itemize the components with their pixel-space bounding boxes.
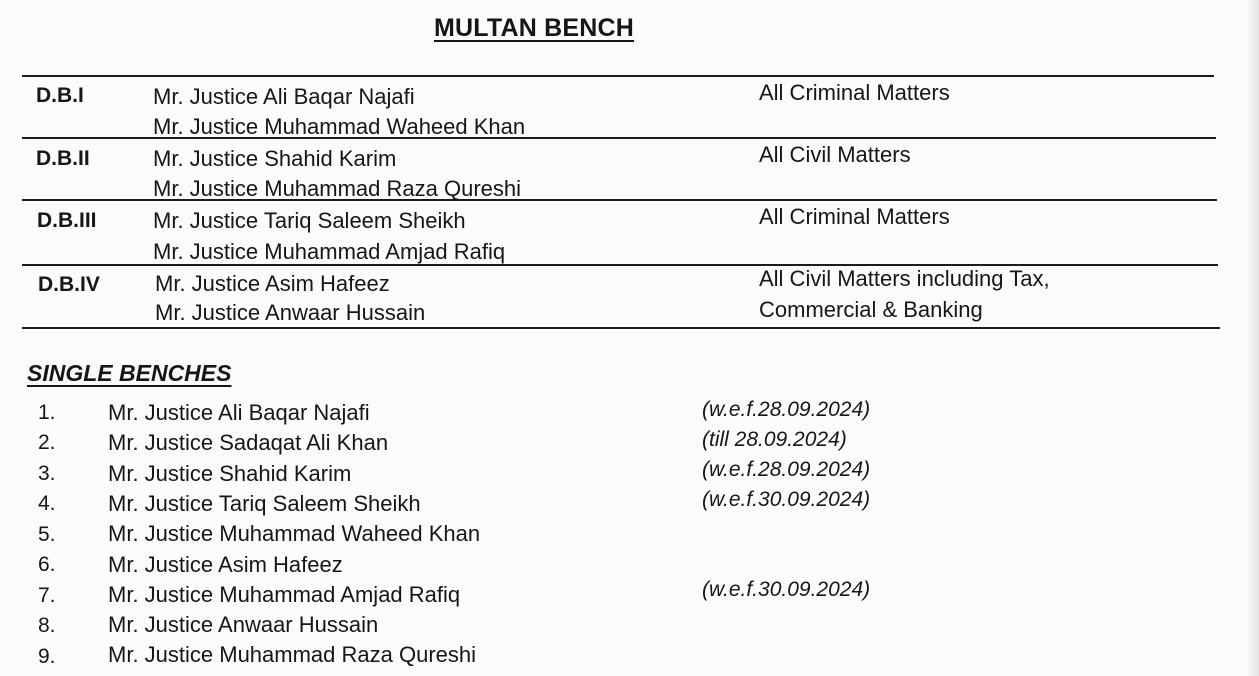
list-item-number: 1. bbox=[38, 401, 56, 424]
bench-code: D.B.III bbox=[37, 209, 97, 232]
bench-judge: Mr. Justice Shahid Karim bbox=[153, 146, 397, 171]
page-title: MULTAN BENCH bbox=[434, 14, 635, 42]
bench-code: D.B.II bbox=[36, 147, 90, 170]
table-rule bbox=[22, 327, 1220, 329]
bench-judge: Mr. Justice Muhammad Raza Qureshi bbox=[153, 176, 522, 201]
bench-matters: All Criminal Matters bbox=[759, 80, 950, 105]
list-item-number: 8. bbox=[38, 614, 56, 637]
list-item-number: 2. bbox=[38, 431, 56, 454]
list-item-name: Mr. Justice Anwaar Hussain bbox=[108, 612, 379, 637]
bench-code: D.B.I bbox=[36, 84, 84, 107]
list-item-number: 5. bbox=[38, 523, 56, 546]
page-edge-shadow bbox=[1247, 0, 1259, 676]
bench-matters: All Civil Matters bbox=[759, 142, 911, 167]
bench-judge: Mr. Justice Asim Hafeez bbox=[155, 271, 390, 296]
list-item-note: (w.e.f.28.09.2024) bbox=[702, 398, 871, 421]
list-item-name: Mr. Justice Asim Hafeez bbox=[108, 552, 343, 577]
list-item-name: Mr. Justice Shahid Karim bbox=[108, 461, 352, 486]
list-item-note: (till 28.09.2024) bbox=[702, 428, 847, 451]
bench-matters: All Criminal Matters bbox=[759, 204, 950, 229]
bench-matters: Commercial & Banking bbox=[759, 297, 983, 322]
list-item-number: 6. bbox=[38, 553, 56, 576]
list-item-name: Mr. Justice Muhammad Raza Qureshi bbox=[108, 642, 477, 667]
bench-judge: Mr. Justice Muhammad Waheed Khan bbox=[153, 114, 526, 139]
bench-judge: Mr. Justice Ali Baqar Najafi bbox=[153, 84, 415, 109]
list-item-number: 3. bbox=[38, 462, 56, 485]
list-item-name: Mr. Justice Sadaqat Ali Khan bbox=[108, 430, 389, 455]
list-item-number: 7. bbox=[38, 584, 56, 607]
list-item-name: Mr. Justice Muhammad Waheed Khan bbox=[108, 521, 481, 546]
list-item-name: Mr. Justice Ali Baqar Najafi bbox=[108, 400, 370, 425]
section-title: SINGLE BENCHES bbox=[27, 360, 232, 386]
list-item-note: (w.e.f.28.09.2024) bbox=[702, 458, 871, 481]
table-rule bbox=[22, 75, 1214, 77]
list-item-number: 4. bbox=[38, 492, 56, 515]
list-item-note: (w.e.f.30.09.2024) bbox=[702, 488, 871, 511]
bench-judge: Mr. Justice Muhammad Amjad Rafiq bbox=[153, 239, 506, 264]
bench-judge: Mr. Justice Anwaar Hussain bbox=[155, 300, 426, 325]
bench-code: D.B.IV bbox=[38, 273, 100, 296]
list-item-name: Mr. Justice Muhammad Amjad Rafiq bbox=[108, 582, 461, 607]
bench-judge: Mr. Justice Tariq Saleem Sheikh bbox=[153, 208, 466, 233]
list-item-name: Mr. Justice Tariq Saleem Sheikh bbox=[108, 491, 421, 516]
list-item-note: (w.e.f.30.09.2024) bbox=[702, 578, 871, 601]
list-item-number: 9. bbox=[38, 645, 56, 668]
bench-matters: All Civil Matters including Tax, bbox=[759, 266, 1050, 291]
